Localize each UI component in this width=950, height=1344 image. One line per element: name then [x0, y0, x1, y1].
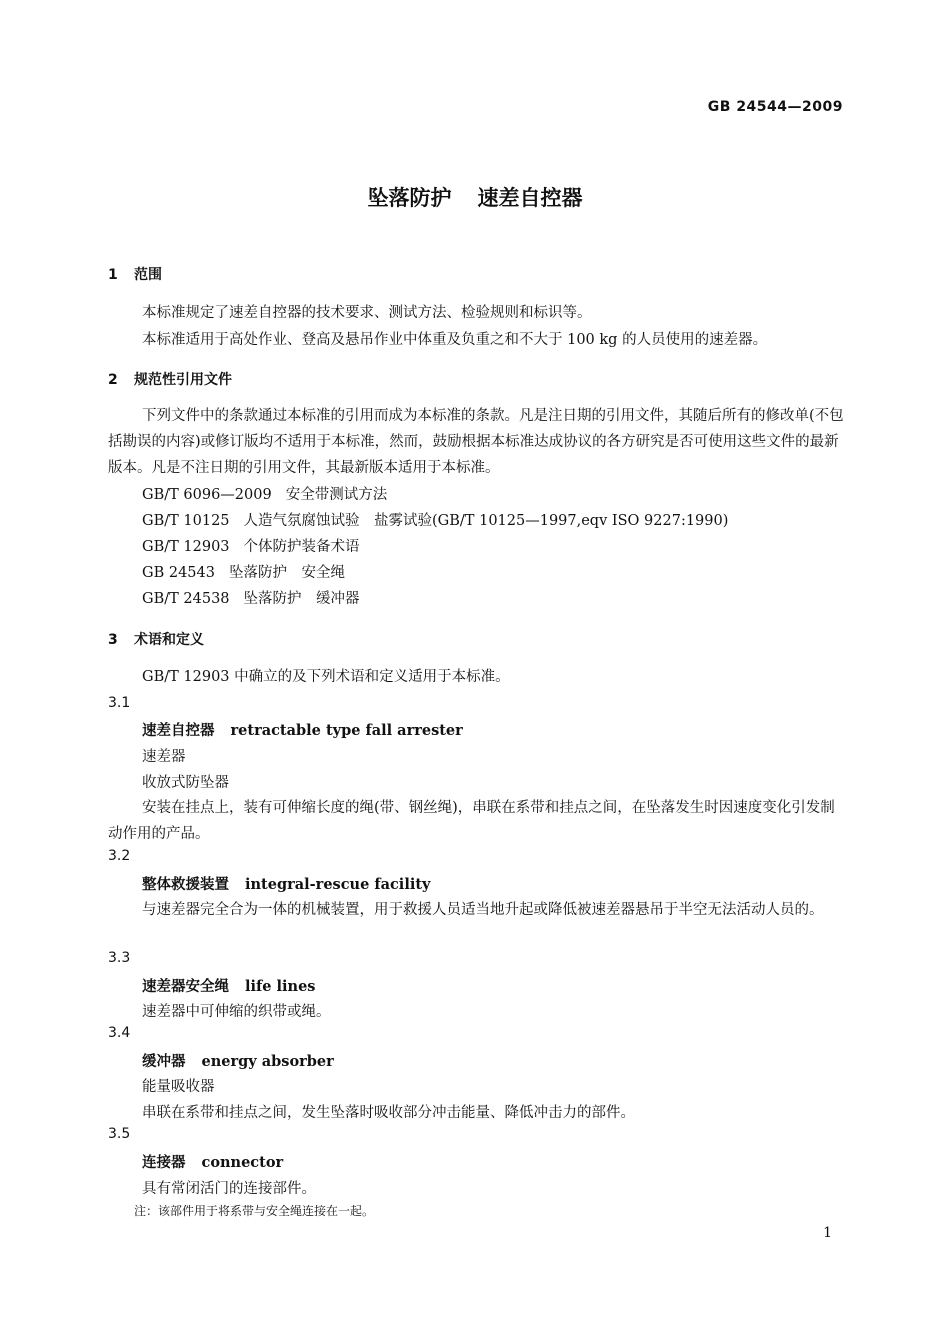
title-part2: 速差自控器: [477, 186, 583, 210]
section-3-intro: GB/T 12903 中确立的及下列术语和定义适用于本标准。: [142, 669, 510, 685]
standard-code: GB 24544—2009: [707, 99, 843, 115]
page-number: 1: [823, 1225, 832, 1241]
term-heading: 连接器 connector: [142, 1154, 284, 1171]
section-2-heading: 2 规范性引用文件: [108, 372, 232, 388]
term-definition: 安装在挂点上，装有可伸缩长度的绳(带、钢丝绳)，串联在系带和挂点之间，在坠落发生时因速度变化引发制动作用的产品。: [108, 800, 835, 842]
section-1-heading: 1 范围: [108, 267, 162, 283]
reference-item: GB 24543 坠落防护 安全绳: [142, 565, 345, 581]
reference-item: GB/T 24538 坠落防护 缓冲器: [142, 591, 360, 607]
term-number: 3.2: [108, 848, 131, 864]
section-1-para-2: 本标准适用于高处作业、登高及悬吊作业中体重及负重之和不大于 100 kg 的人员使用的速差器。: [142, 332, 768, 348]
term-definition: 与速差器完全合为一体的机械装置，用于救援人员适当地升起或降低被速差器悬吊于半空无法活动人员的。: [142, 902, 824, 918]
term-heading: 速差器安全绳 life lines: [142, 978, 316, 995]
term-definition: 具有常闭活门的连接部件。: [142, 1181, 316, 1197]
term-definition: 串联在系带和挂点之间，发生坠落时吸收部分冲击能量、降低冲击力的部件。: [142, 1105, 635, 1121]
section-3-heading: 3 术语和定义: [108, 632, 204, 648]
reference-item: GB/T 12903 个体防护装备术语: [142, 539, 360, 555]
reference-item: GB/T 10125 人造气氛腐蚀试验 盐雾试验(GB/T 10125—1997,eqv ISO 9227:1990): [142, 513, 729, 529]
reference-item: GB/T 6096—2009 安全带测试方法: [142, 487, 388, 503]
term-heading: 速差自控器 retractable type fall arrester: [142, 722, 463, 739]
section-2-intro: 下列文件中的条款通过本标准的引用而成为本标准的条款。凡是注日期的引用文件，其随后所有的修改单(不包括勘误的内容)或修订版均不适用于本标准，然而，鼓励根据本标准达成协议的各方研究是否可使用这些文件的最新版本。凡是不注日期的引用文件，其最新版本适用于本标准。: [108, 408, 844, 476]
document-title: [0, 182, 950, 212]
term-alternative: 能量吸收器: [142, 1079, 215, 1095]
section-1-para-1: 本标准规定了速差自控器的技术要求、测试方法、检验规则和标识等。: [142, 305, 592, 321]
term-number: 3.1: [108, 695, 131, 711]
term-number: 3.3: [108, 950, 131, 966]
term-definition: 速差器中可伸缩的织带或绳。: [142, 1004, 331, 1020]
title-part1: 坠落防护: [367, 186, 452, 210]
term-number: 3.4: [108, 1025, 131, 1041]
term-heading: 缓冲器 energy absorber: [142, 1053, 334, 1070]
term-alternative: 收放式防坠器: [142, 775, 229, 791]
term-note: 注：该部件用于将系带与安全绳连接在一起。: [134, 1204, 375, 1218]
term-alternative: 速差器: [142, 749, 186, 765]
term-number: 3.5: [108, 1126, 131, 1142]
term-heading: 整体救援装置 integral-rescue facility: [142, 876, 431, 893]
